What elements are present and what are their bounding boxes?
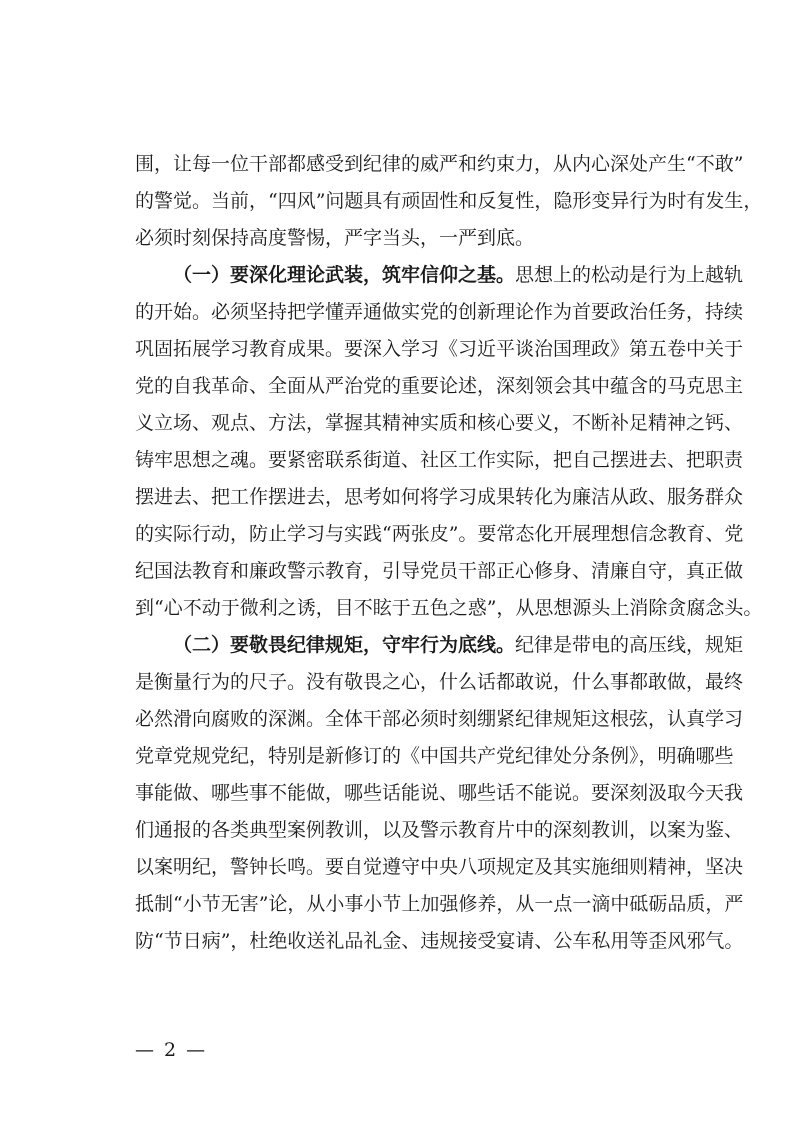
line-text: 必然滑向腐败的深渊。全体干部必须时刻绷紧纪律规矩这根弦，认真学习 [135,708,744,730]
line-text: 以案明纪，警钟长鸣。要自觉遵守中央八项规定及其实施细则精神，坚决 [135,856,744,878]
text-line [135,442,744,479]
paragraph [135,257,763,627]
text-line [135,775,744,812]
line-text: 铸牢思想之魂。要紧密联系街道、社区工作实际，把自己摆进去、把职责 [135,449,744,471]
text-line [135,886,744,923]
document-body [135,146,763,960]
text-line [135,664,744,701]
line-text: 的警觉。当前，“四风”问题具有顽固性和反复性，隐形变异行为时有发生， [135,190,763,212]
text-line [135,812,744,849]
line-text: 党章党规党纪，特别是新修订的《中国共产党纪律处分条例》，明确哪些 [135,745,734,767]
line-text: 巩固拓展学习教育成果。要深入学习《习近平谈治国理政》第五卷中关于 [135,338,744,360]
line-text: 的开始。必须坚持把学懂弄通做实党的创新理论作为首要政治任务，持续 [135,301,744,323]
line-text: 防“节日病”，杜绝收送礼品礼金、违规接受宴请、公车私用等歪风邪气。 [135,930,744,952]
line-text: 思想上的松动是行为上越轨 [515,264,744,286]
text-line [135,923,744,960]
section-heading: （一）要深化理论武装，筑牢信仰之基。 [173,264,516,286]
line-text: 党的自我革命、全面从严治党的重要论述，深刻领会其中蕴含的马克思主 [135,375,744,397]
text-line [135,368,744,405]
paragraph [135,146,763,257]
text-line [135,183,763,220]
line-text: 必须时刻保持高度警惕，严字当头，一严到底。 [135,227,535,249]
paragraph [135,627,744,960]
text-line [135,553,744,590]
line-text: 到“心不动于微利之诱，目不眩于五色之惑”，从思想源头上消除贪腐念头。 [135,597,763,619]
text-line [135,257,744,294]
line-text: 抵制“小节无害”论，从小事小节上加强修养，从一点一滴中砥砺品质，严 [135,893,744,915]
line-text: 是衡量行为的尺子。没有敬畏之心，什么话都敢说，什么事都敢做，最终 [135,671,744,693]
line-text: 纪国法教育和廉政警示教育，引导党员干部正心修身、清廉自守，真正做 [135,560,744,582]
line-text: 纪律是带电的高压线，规矩 [515,634,744,656]
text-line [135,294,744,331]
line-text: 摆进去、把工作摆进去，思考如何将学习成果转化为廉洁从政、服务群众 [135,486,744,508]
line-text: 事能做、哪些事不能做，哪些话能说、哪些话不能说。要深刻汲取今天我 [135,782,744,804]
section-heading: （二）要敬畏纪律规矩，守牢行为底线。 [173,634,516,656]
line-text: 们通报的各类典型案例教训，以及警示教育片中的深刻教训，以案为鉴、 [135,819,744,841]
line-text: 义立场、观点、方法，掌握其精神实质和核心要义，不断补足精神之钙、 [135,412,744,434]
text-line [135,405,744,442]
text-line [135,479,744,516]
text-line [135,701,744,738]
text-line [135,627,744,664]
text-line [135,738,734,775]
text-line [135,220,661,257]
line-text: 的实际行动，防止学习与实践“两张皮”。要常态化开展理想信念教育、党 [135,523,744,545]
text-line [135,516,744,553]
text-line [135,849,744,886]
text-line [135,146,744,183]
page-number: — 2 — [135,1039,208,1061]
text-line [135,590,763,627]
line-text: 围，让每一位干部都感受到纪律的威严和约束力，从内心深处产生“不敢” [135,153,744,175]
text-line [135,331,744,368]
